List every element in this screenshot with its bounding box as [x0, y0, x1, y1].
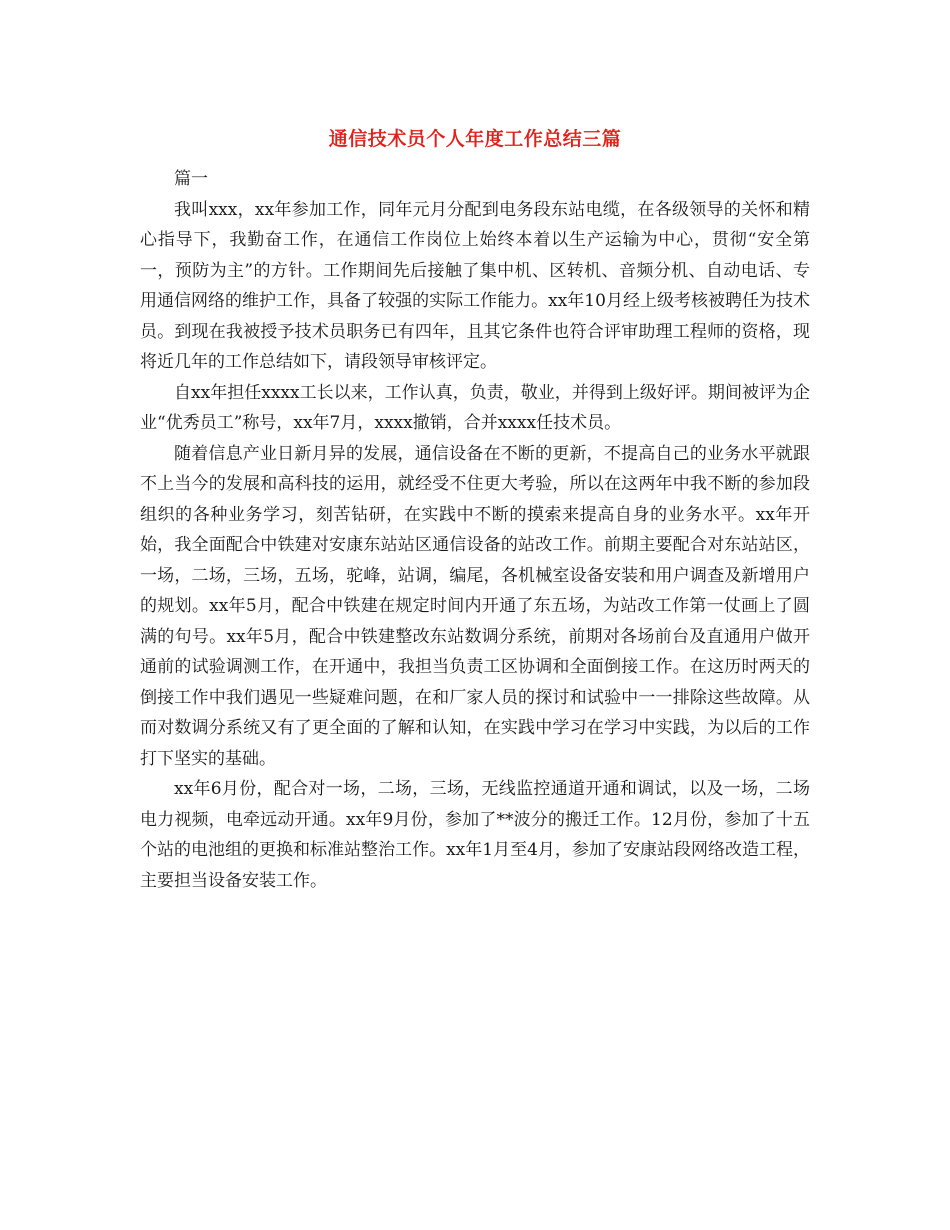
document-body [140, 164, 810, 896]
section-heading: 篇一 [174, 169, 208, 189]
paragraph-3: 随着信息产业日新月异的发展，通信设备在不断的更新，不提高自己的业务水平就跟不上当今的发展和高科技的运用，就经受不住更大考验，所以在这两年中我不断的参加段组织的各种业务学习，刻苦钻研，在实践中不断的摸索来提高自身的业务水平。xx年开始，我全面配合中铁建对安康东站站区通信设备的站改工作。前期主要配合对东站站区，一场，二场，三场，五场，驼峰，站调，编尾，各机械室设备安装和用户调查及新增用户的规划。xx年5月，配合中铁建在规定时间内开通了东五场，为站改工作第一仗画上了圆满的句号。xx年5月，配合中铁建整改东站数调分系统，前期对各场前台及直通用户做开通前的试验调测工作，在开通中，我担当负责工区协调和全面倒接工作。在这历时两天的倒接工作中我们遇见一些疑难问题，在和厂家人员的探讨和试验中一一排除这些故障。从而对数调分系统又有了更全面的了解和认知，在实践中学习在学习中实践，为以后的工作打下坚实的基础。 [140, 443, 810, 769]
paragraph-4: xx年6月份，配合对一场，二场，三场，无线监控通道开通和调试，以及一场，二场电力视频，电牵远动开通。xx年9月份，参加了**波分的搬迁工作。12月份，参加了十五个站的电池组的更换和标准站整治工作。xx年1月至4月，参加了安康站段网络改造工程，主要担当设备安装工作。 [140, 779, 810, 891]
paragraph-1: 我叫xxx，xx年参加工作，同年元月分配到电务段东站电缆，在各级领导的关怀和精心指导下，我勤奋工作，在通信工作岗位上始终本着以生产运输为中心，贯彻“安全第一，预防为主”的方针。工作期间先后接触了集中机、区转机、音频分机、自动电话、专用通信网络的维护工作，具备了较强的实际工作能力。xx年10月经上级考核被聘任为技术员。到现在我被授予技术员职务已有四年，且其它条件也符合评审助理工程师的资格，现将近几年的工作总结如下，请段领导审核评定。 [140, 199, 810, 372]
paragraph-2: 自xx年担任xxxx工长以来，工作认真，负责，敬业，并得到上级好评。期间被评为企业“优秀员工”称号，xx年7月，xxxx撤销，合并xxxx任技术员。 [140, 382, 810, 433]
document-title: 通信技术员个人年度工作总结三篇 [328, 128, 622, 150]
